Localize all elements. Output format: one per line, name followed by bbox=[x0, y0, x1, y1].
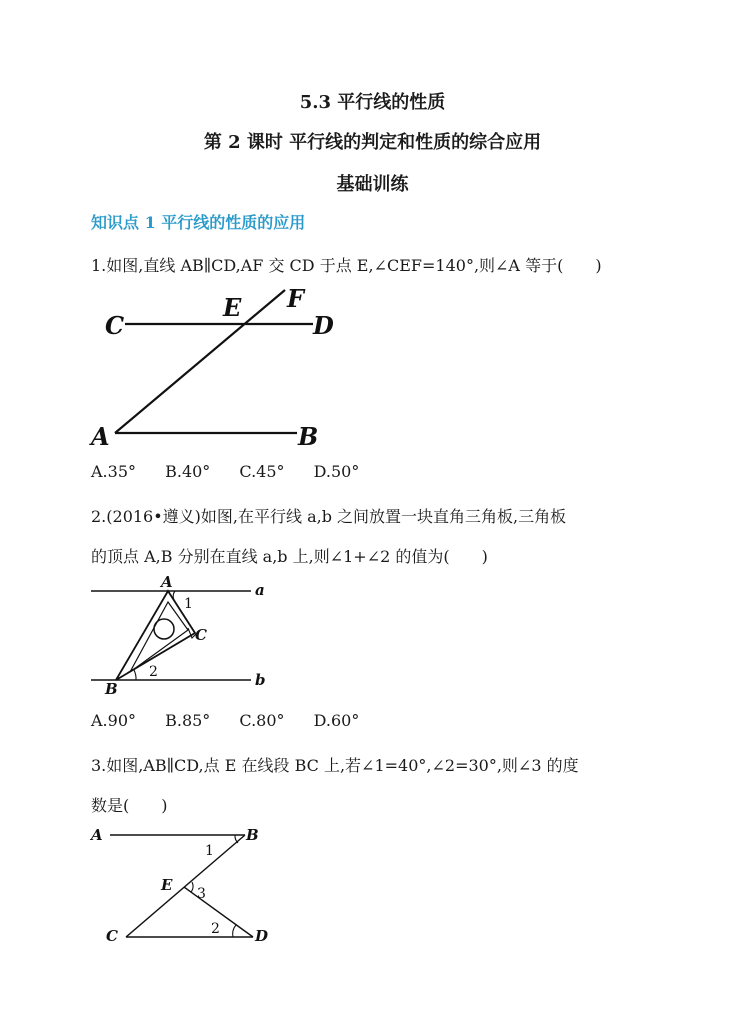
line-bc bbox=[126, 835, 245, 937]
label-d: D bbox=[255, 927, 269, 945]
label-c-point: C bbox=[195, 626, 207, 644]
option-c[interactable]: C.45° bbox=[239, 462, 285, 481]
option-d[interactable]: D.60° bbox=[313, 711, 360, 730]
question-2-text-line-2: 的顶点 A,B 分别在直线 a,b 上,则∠1+∠2 的值为( ) bbox=[91, 547, 488, 566]
label-c: C bbox=[106, 927, 118, 945]
question-3-text-line-1: 3.如图,AB∥CD,点 E 在线段 BC 上,若∠1=40°,∠2=30°,则∠3 的度 bbox=[91, 756, 579, 775]
label-b: B bbox=[298, 422, 319, 451]
label-a: A bbox=[91, 826, 103, 844]
label-b: B bbox=[246, 826, 259, 844]
question-3-text-line-2: 数是( ) bbox=[91, 796, 168, 815]
label-a: A bbox=[91, 422, 110, 451]
question-1-options bbox=[91, 462, 383, 481]
label-angle-1: 1 bbox=[184, 596, 193, 612]
question-2-figure bbox=[88, 572, 278, 697]
angle-3-arc bbox=[191, 882, 193, 892]
label-line-a: a bbox=[255, 581, 265, 599]
angle-1-arc bbox=[173, 591, 175, 600]
question-1-text: 1.如图,直线 AB∥CD,AF 交 CD 于点 E,∠CEF=140°,则∠A 等于( ) bbox=[91, 256, 602, 275]
label-b-point: B bbox=[105, 680, 118, 698]
angle-2-arc bbox=[134, 670, 136, 680]
option-a[interactable]: A.35° bbox=[91, 462, 136, 481]
label-f: F bbox=[287, 284, 305, 313]
label-c: C bbox=[105, 311, 125, 340]
angle-2-arc bbox=[233, 925, 236, 937]
option-b[interactable]: B.85° bbox=[165, 711, 211, 730]
section-title: 基础训练 bbox=[336, 174, 409, 195]
label-angle-2: 2 bbox=[149, 664, 158, 680]
ruler-hole bbox=[154, 619, 174, 639]
option-d[interactable]: D.50° bbox=[313, 462, 360, 481]
question-1-figure bbox=[85, 280, 345, 455]
question-2-options bbox=[91, 711, 383, 730]
lesson-title: 5.3 平行线的性质 bbox=[299, 92, 446, 113]
label-d: D bbox=[313, 311, 334, 340]
question-3-figure bbox=[88, 822, 288, 947]
label-angle-2: 2 bbox=[211, 921, 220, 937]
label-angle-1: 1 bbox=[205, 843, 214, 859]
knowledge-point-heading: 知识点 1 平行线的性质的应用 bbox=[91, 213, 306, 232]
label-e: E bbox=[223, 293, 242, 322]
angle-1-arc bbox=[235, 835, 238, 843]
option-a[interactable]: A.90° bbox=[91, 711, 136, 730]
option-b[interactable]: B.40° bbox=[165, 462, 211, 481]
label-a-point: A bbox=[161, 573, 173, 591]
label-e: E bbox=[161, 876, 173, 894]
label-angle-3: 3 bbox=[197, 886, 206, 902]
line-af bbox=[115, 290, 285, 433]
label-line-b: b bbox=[255, 671, 266, 689]
option-c[interactable]: C.80° bbox=[239, 711, 285, 730]
period-title: 第 2 课时 平行线的判定和性质的综合应用 bbox=[203, 132, 542, 153]
question-2-text-line-1: 2.(2016•遵义)如图,在平行线 a,b 之间放置一块直角三角板,三角板 bbox=[91, 507, 567, 526]
